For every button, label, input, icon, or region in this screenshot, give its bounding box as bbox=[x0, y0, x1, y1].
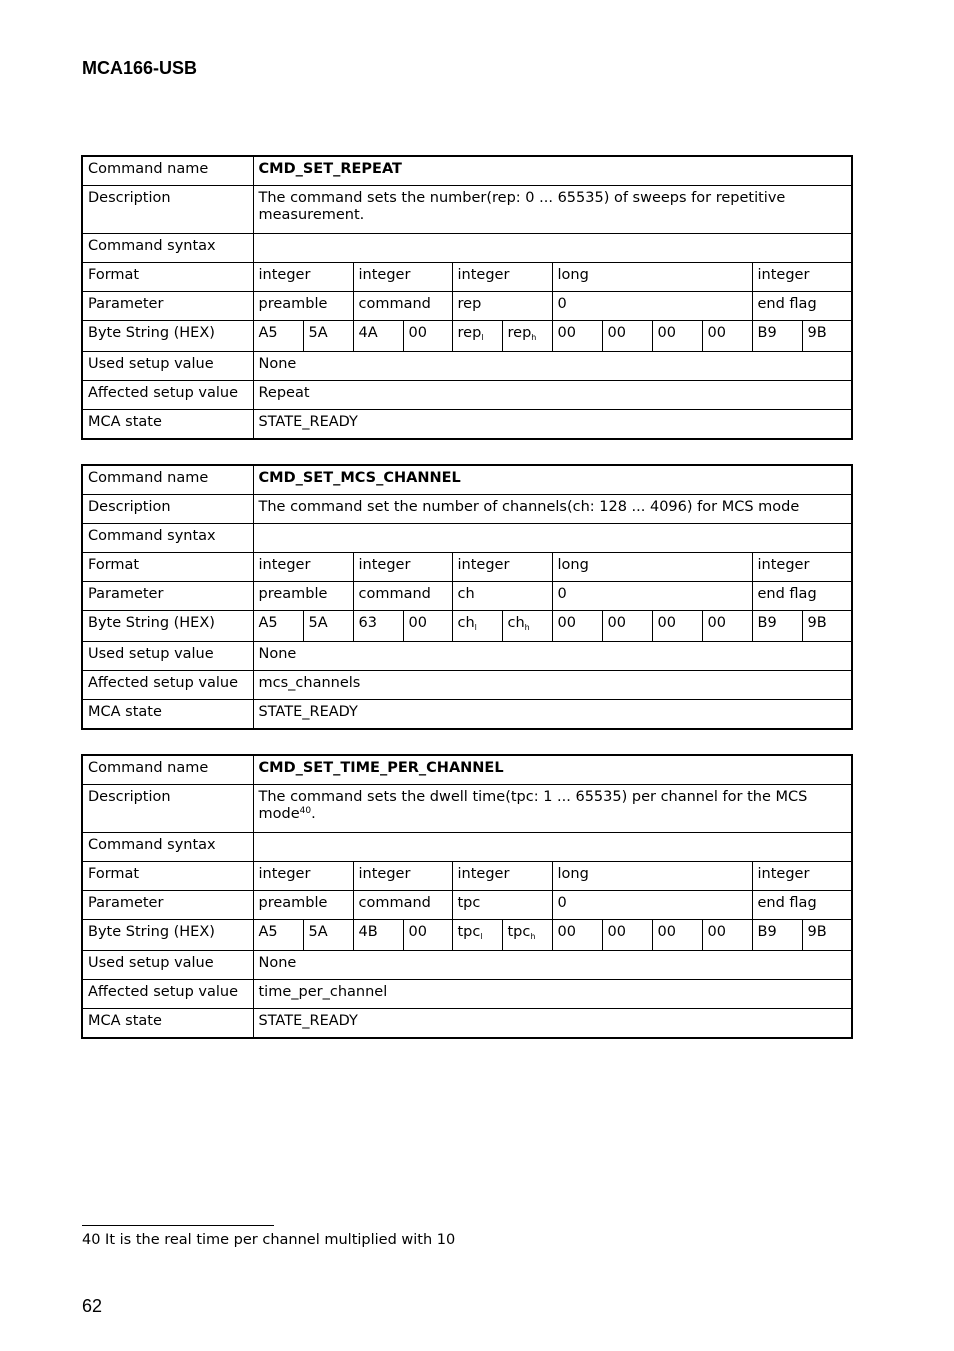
param-command: command bbox=[353, 891, 452, 920]
byte-cell: 4B bbox=[353, 920, 403, 951]
used-setup-value: None bbox=[253, 951, 852, 980]
format-reserved: long bbox=[552, 263, 752, 292]
param-end-flag: end flag bbox=[752, 292, 852, 321]
label-command-name: Command name bbox=[82, 465, 253, 495]
byte-base: tpc bbox=[457, 924, 481, 940]
byte-base: ch bbox=[507, 615, 525, 631]
byte-cell: 00 bbox=[702, 920, 752, 951]
byte-cell: A5 bbox=[253, 920, 303, 951]
label-affected-setup-value: Affected setup value bbox=[82, 671, 253, 700]
byte-base: rep bbox=[507, 325, 532, 341]
byte-cell: 9B bbox=[802, 611, 852, 642]
byte-cell: 5A bbox=[303, 321, 353, 352]
format-command: integer bbox=[353, 263, 452, 292]
param-value: rep bbox=[452, 292, 552, 321]
byte-cell: 00 bbox=[602, 611, 652, 642]
param-value: tpc bbox=[452, 891, 552, 920]
label-mca-state: MCA state bbox=[82, 1009, 253, 1039]
format-value: integer bbox=[452, 263, 552, 292]
command-syntax-value bbox=[253, 833, 852, 862]
format-end-flag: integer bbox=[752, 862, 852, 891]
command-table-set-mcs-channel bbox=[81, 464, 853, 730]
byte-subscript: l bbox=[474, 623, 477, 632]
param-command: command bbox=[353, 292, 452, 321]
row-affected-setup-value bbox=[82, 671, 852, 700]
byte-cell: 00 bbox=[702, 611, 752, 642]
label-byte-string: Byte String (HEX) bbox=[82, 611, 253, 642]
row-command-syntax bbox=[82, 833, 852, 862]
row-byte-string bbox=[82, 321, 852, 352]
byte-cell: 00 bbox=[652, 611, 702, 642]
format-preamble: integer bbox=[253, 263, 353, 292]
label-mca-state: MCA state bbox=[82, 410, 253, 440]
param-reserved: 0 bbox=[552, 891, 752, 920]
label-description: Description bbox=[82, 186, 253, 234]
byte-cell: 4A bbox=[353, 321, 403, 352]
format-reserved: long bbox=[552, 553, 752, 582]
row-affected-setup-value bbox=[82, 980, 852, 1009]
byte-cell-low bbox=[452, 920, 502, 951]
label-affected-setup-value: Affected setup value bbox=[82, 980, 253, 1009]
byte-cell: 00 bbox=[552, 611, 602, 642]
row-parameter bbox=[82, 582, 852, 611]
byte-cell-high bbox=[502, 611, 552, 642]
label-used-setup-value: Used setup value bbox=[82, 642, 253, 671]
label-format: Format bbox=[82, 263, 253, 292]
command-table-set-repeat bbox=[81, 155, 853, 440]
label-parameter: Parameter bbox=[82, 582, 253, 611]
row-used-setup-value bbox=[82, 352, 852, 381]
used-setup-value: None bbox=[253, 642, 852, 671]
param-preamble: preamble bbox=[253, 292, 353, 321]
row-byte-string bbox=[82, 920, 852, 951]
label-description: Description bbox=[82, 495, 253, 524]
byte-cell-high bbox=[502, 321, 552, 352]
param-end-flag: end flag bbox=[752, 582, 852, 611]
command-syntax-value bbox=[253, 524, 852, 553]
param-preamble: preamble bbox=[253, 582, 353, 611]
row-format bbox=[82, 263, 852, 292]
byte-cell: B9 bbox=[752, 321, 802, 352]
param-preamble: preamble bbox=[253, 891, 353, 920]
byte-subscript: h bbox=[531, 333, 537, 342]
row-description bbox=[82, 785, 852, 833]
byte-cell: 00 bbox=[652, 920, 702, 951]
format-value: integer bbox=[452, 553, 552, 582]
byte-subscript: h bbox=[524, 623, 530, 632]
row-command-name bbox=[82, 755, 852, 785]
format-end-flag: integer bbox=[752, 263, 852, 292]
byte-cell: 00 bbox=[602, 321, 652, 352]
description-value: The command set the number of channels(ch: 128 ... 4096) for MCS mode bbox=[253, 495, 852, 524]
row-mca-state bbox=[82, 410, 852, 440]
byte-cell: 00 bbox=[403, 920, 452, 951]
byte-base: tpc bbox=[507, 924, 531, 940]
command-name-value: CMD_SET_MCS_CHANNEL bbox=[253, 465, 852, 495]
row-parameter bbox=[82, 891, 852, 920]
mca-state-value: STATE_READY bbox=[253, 700, 852, 730]
byte-subscript: l bbox=[481, 333, 484, 342]
row-command-name bbox=[82, 465, 852, 495]
format-value: integer bbox=[452, 862, 552, 891]
byte-cell-high bbox=[502, 920, 552, 951]
label-used-setup-value: Used setup value bbox=[82, 352, 253, 381]
byte-cell: 00 bbox=[602, 920, 652, 951]
format-preamble: integer bbox=[253, 553, 353, 582]
byte-cell: 5A bbox=[303, 920, 353, 951]
used-setup-value: None bbox=[253, 352, 852, 381]
byte-cell-low bbox=[452, 611, 502, 642]
label-format: Format bbox=[82, 862, 253, 891]
footnote-text: 40 It is the real time per channel multiplied with 10 bbox=[82, 1232, 456, 1248]
byte-cell: A5 bbox=[253, 321, 303, 352]
format-command: integer bbox=[353, 862, 452, 891]
byte-cell: 00 bbox=[552, 920, 602, 951]
row-description bbox=[82, 495, 852, 524]
param-value: ch bbox=[452, 582, 552, 611]
label-command-name: Command name bbox=[82, 156, 253, 186]
byte-cell: 00 bbox=[552, 321, 602, 352]
byte-cell: A5 bbox=[253, 611, 303, 642]
param-reserved: 0 bbox=[552, 292, 752, 321]
label-parameter: Parameter bbox=[82, 292, 253, 321]
format-command: integer bbox=[353, 553, 452, 582]
affected-setup-value: Repeat bbox=[253, 381, 852, 410]
row-command-syntax bbox=[82, 234, 852, 263]
byte-cell: 9B bbox=[802, 321, 852, 352]
format-preamble: integer bbox=[253, 862, 353, 891]
row-command-name bbox=[82, 156, 852, 186]
label-command-syntax: Command syntax bbox=[82, 833, 253, 862]
label-command-name: Command name bbox=[82, 755, 253, 785]
format-reserved: long bbox=[552, 862, 752, 891]
label-mca-state: MCA state bbox=[82, 700, 253, 730]
command-name-value: CMD_SET_REPEAT bbox=[253, 156, 852, 186]
byte-cell: 00 bbox=[403, 611, 452, 642]
row-mca-state bbox=[82, 1009, 852, 1039]
byte-cell: B9 bbox=[752, 920, 802, 951]
byte-cell: 00 bbox=[403, 321, 452, 352]
label-byte-string: Byte String (HEX) bbox=[82, 321, 253, 352]
byte-cell: 63 bbox=[353, 611, 403, 642]
affected-setup-value: mcs_channels bbox=[253, 671, 852, 700]
format-end-flag: integer bbox=[752, 553, 852, 582]
byte-base: rep bbox=[457, 325, 482, 341]
command-table-set-time-per-channel bbox=[81, 754, 853, 1039]
label-command-syntax: Command syntax bbox=[82, 234, 253, 263]
label-byte-string: Byte String (HEX) bbox=[82, 920, 253, 951]
param-reserved: 0 bbox=[552, 582, 752, 611]
byte-cell: B9 bbox=[752, 611, 802, 642]
affected-setup-value: time_per_channel bbox=[253, 980, 852, 1009]
row-format bbox=[82, 553, 852, 582]
row-format bbox=[82, 862, 852, 891]
footnote-ref[interactable]: 40 bbox=[299, 806, 312, 817]
byte-cell: 5A bbox=[303, 611, 353, 642]
byte-subscript: l bbox=[480, 932, 483, 941]
label-format: Format bbox=[82, 553, 253, 582]
label-affected-setup-value: Affected setup value bbox=[82, 381, 253, 410]
row-byte-string bbox=[82, 611, 852, 642]
command-name-value: CMD_SET_TIME_PER_CHANNEL bbox=[253, 755, 852, 785]
param-command: command bbox=[353, 582, 452, 611]
footnote-divider bbox=[82, 1225, 274, 1226]
byte-cell: 00 bbox=[652, 321, 702, 352]
byte-subscript: h bbox=[530, 932, 536, 941]
description-value: The command sets the number(rep: 0 ... 65535) of sweeps for repetitive measurement. bbox=[253, 186, 852, 234]
page-number: 62 bbox=[82, 1296, 103, 1316]
label-parameter: Parameter bbox=[82, 891, 253, 920]
byte-cell: 9B bbox=[802, 920, 852, 951]
row-affected-setup-value bbox=[82, 381, 852, 410]
command-syntax-value bbox=[253, 234, 852, 263]
row-command-syntax bbox=[82, 524, 852, 553]
row-description bbox=[82, 186, 852, 234]
param-end-flag: end flag bbox=[752, 891, 852, 920]
mca-state-value: STATE_READY bbox=[253, 410, 852, 440]
row-parameter bbox=[82, 292, 852, 321]
label-description: Description bbox=[82, 785, 253, 833]
description-period: . bbox=[311, 806, 316, 823]
description-value bbox=[253, 785, 852, 833]
document-header-title: MCA166-USB bbox=[82, 58, 198, 78]
description-text: The command sets the dwell time(tpc: 1 ... 65535) per channel for the MCS mode bbox=[258, 789, 808, 823]
byte-cell-low bbox=[452, 321, 502, 352]
row-used-setup-value bbox=[82, 642, 852, 671]
label-used-setup-value: Used setup value bbox=[82, 951, 253, 980]
byte-cell: 00 bbox=[702, 321, 752, 352]
byte-base: ch bbox=[457, 615, 475, 631]
label-command-syntax: Command syntax bbox=[82, 524, 253, 553]
row-mca-state bbox=[82, 700, 852, 730]
mca-state-value: STATE_READY bbox=[253, 1009, 852, 1039]
row-used-setup-value bbox=[82, 951, 852, 980]
